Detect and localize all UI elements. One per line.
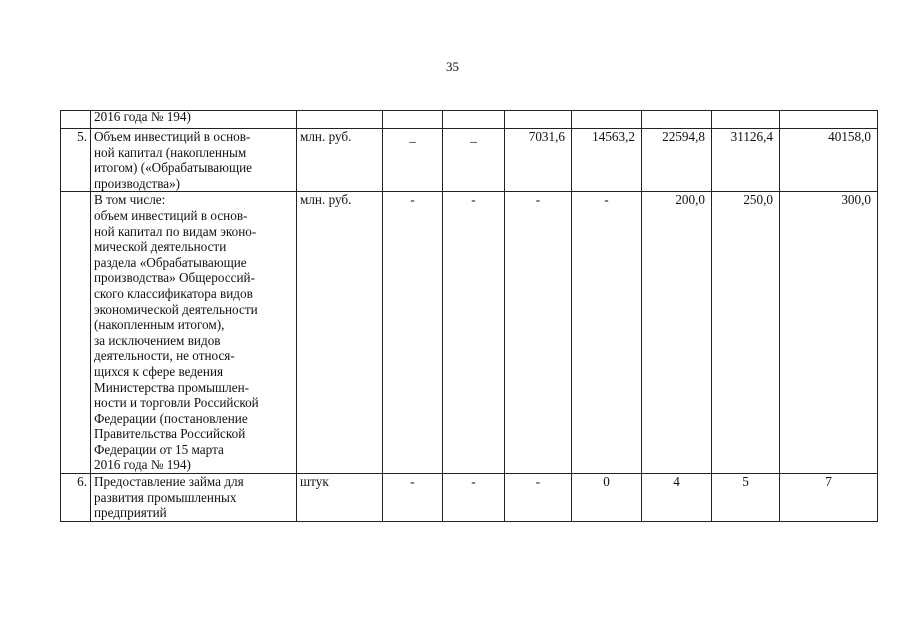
value-cell: 40158,0 <box>780 129 878 192</box>
indicator-name-line: ского классификатора видов <box>94 285 253 301</box>
value-cell: - <box>383 192 443 474</box>
indicator-name-line: Федерации от 15 марта <box>94 441 224 457</box>
value-cell: _ <box>443 129 505 192</box>
value-cell: 31126,4 <box>712 129 780 192</box>
indicator-name-line: Федерации (постановление <box>94 410 248 426</box>
value-cell: - <box>572 192 642 474</box>
indicator-name-line: предприятий <box>94 505 167 521</box>
indicator-name-line: (накопленным итогом), <box>94 317 225 333</box>
indicator-name-line: экономической деятельности <box>94 301 258 317</box>
indicator-name-line: производства») <box>94 175 181 191</box>
row-number-cell <box>61 111 91 129</box>
indicator-name-line: деятельности, не относя- <box>94 348 235 364</box>
indicators-table <box>60 110 878 522</box>
table-row <box>61 129 878 192</box>
indicator-name-line: производства» Общероссий- <box>94 270 255 286</box>
indicator-name-line: 2016 года № 194) <box>94 110 191 124</box>
table-row <box>61 474 878 522</box>
indicator-name-line: ности и торговли Российской <box>94 395 259 411</box>
value-cell <box>572 111 642 129</box>
value-cell: 5 <box>712 474 780 522</box>
unit-cell <box>297 111 383 129</box>
unit-cell: млн. руб. <box>297 129 383 192</box>
indicator-name-line: 2016 года № 194) <box>94 457 191 473</box>
indicator-name-line: объем инвестиций в основ- <box>94 207 248 223</box>
page-number: 35 <box>446 59 459 74</box>
indicator-name-line: раздела «Обрабатывающие <box>94 254 247 270</box>
value-cell: 200,0 <box>642 192 712 474</box>
table-row <box>61 111 878 129</box>
value-cell: - <box>505 192 572 474</box>
indicator-name-cell <box>91 129 297 192</box>
unit-cell: штук <box>297 474 383 522</box>
indicator-name-line: Министерства промышлен- <box>94 379 250 395</box>
indicator-name-line: Правительства Российской <box>94 426 246 442</box>
value-cell <box>443 111 505 129</box>
value-cell: - <box>443 474 505 522</box>
indicator-name-line: мической деятельности <box>94 239 227 255</box>
value-cell: 22594,8 <box>642 129 712 192</box>
indicator-name-line: Предоставление займа для <box>94 474 244 490</box>
value-cell <box>642 111 712 129</box>
indicator-name-cell <box>91 192 297 474</box>
value-cell <box>505 111 572 129</box>
indicator-name-line: за исключением видов <box>94 332 221 348</box>
indicator-name-cell <box>91 111 297 129</box>
indicator-name-line: В том числе: <box>94 192 166 208</box>
indicator-name-line: ной капитал по видам эконо- <box>94 223 257 239</box>
indicator-name-line: итогом) («Обрабатывающие <box>94 160 253 176</box>
unit-cell: млн. руб. <box>297 192 383 474</box>
value-cell <box>383 111 443 129</box>
value-cell: 14563,2 <box>572 129 642 192</box>
value-cell: 250,0 <box>712 192 780 474</box>
value-cell: 0 <box>572 474 642 522</box>
value-cell: - <box>505 474 572 522</box>
value-cell: 300,0 <box>780 192 878 474</box>
row-number-cell: 6. <box>61 474 91 522</box>
row-number-cell: 5. <box>61 129 91 192</box>
value-cell: 7031,6 <box>505 129 572 192</box>
value-cell: 4 <box>642 474 712 522</box>
indicator-name-line: Объем инвестиций в основ- <box>94 129 251 144</box>
indicator-name-cell <box>91 474 297 522</box>
table-row <box>61 192 878 474</box>
value-cell: - <box>383 474 443 522</box>
indicator-name-line: щихся к сфере ведения <box>94 363 224 379</box>
row-number-cell <box>61 192 91 474</box>
value-cell: 7 <box>780 474 878 522</box>
value-cell: _ <box>383 129 443 192</box>
value-cell <box>780 111 878 129</box>
value-cell <box>712 111 780 129</box>
indicator-name-line: развития промышленных <box>94 489 237 505</box>
indicator-name-line: ной капитал (накопленным <box>94 144 247 160</box>
value-cell: - <box>443 192 505 474</box>
